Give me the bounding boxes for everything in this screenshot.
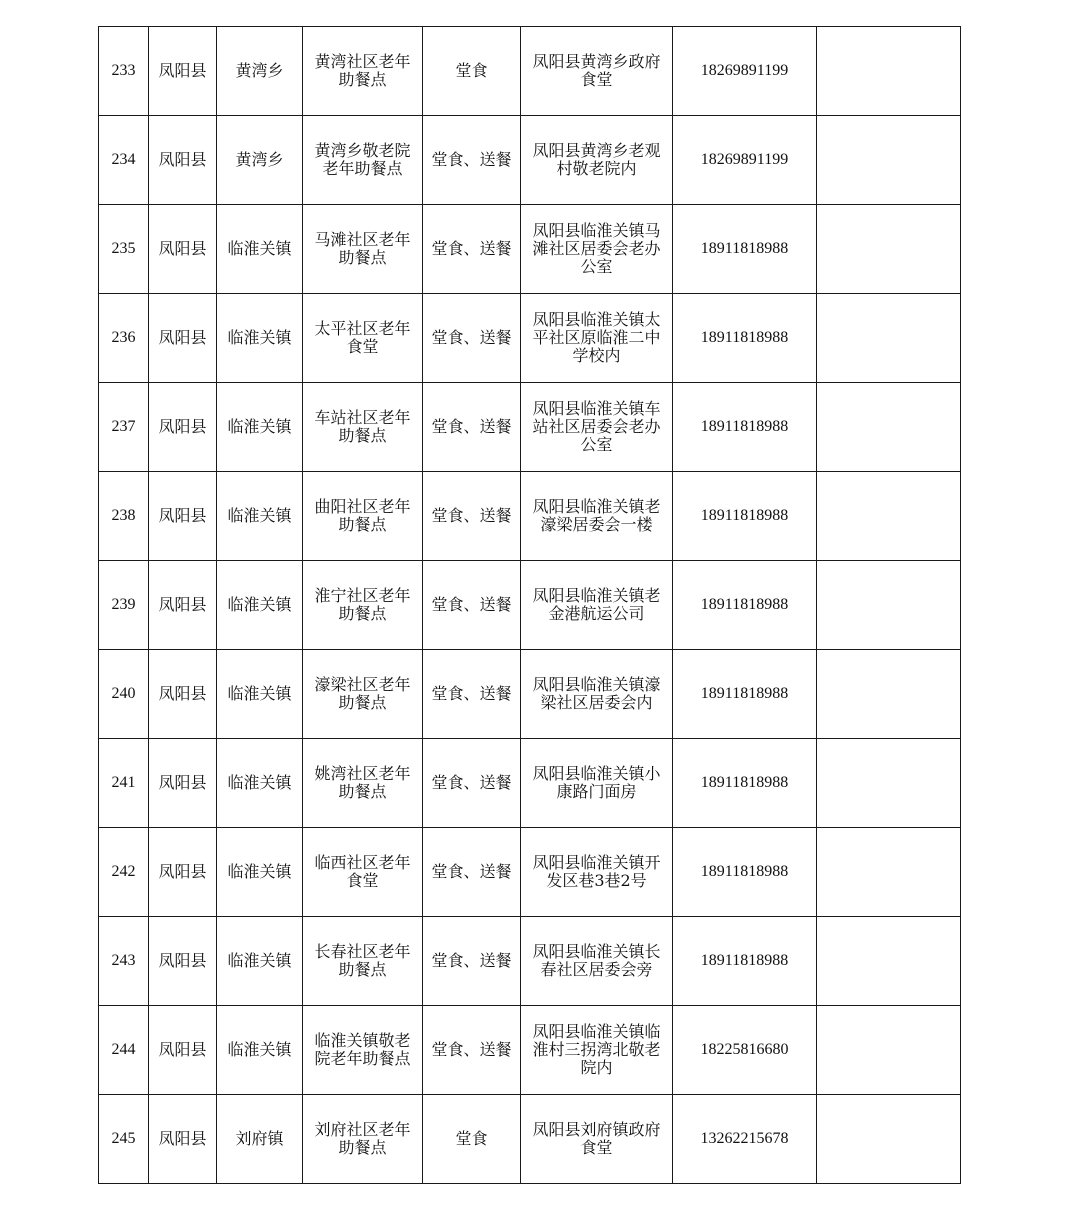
row-number: 236 [99,294,149,383]
address-cell: 凤阳县黄湾乡老观村敬老院内 [521,116,673,205]
table-row [99,917,961,1006]
county-cell: 凤阳县 [149,116,217,205]
row-number: 234 [99,116,149,205]
phone-cell: 18911818988 [673,828,817,917]
table-row [99,205,961,294]
town-cell: 刘府镇 [217,1095,303,1184]
town-cell: 黄湾乡 [217,27,303,116]
phone-cell: 13262215678 [673,1095,817,1184]
address-cell: 凤阳县临淮关镇开发区巷3巷2号 [521,828,673,917]
town-cell: 临淮关镇 [217,205,303,294]
meal-site-name-cell: 长春社区老年助餐点 [303,917,423,1006]
meal-site-name-cell: 马滩社区老年助餐点 [303,205,423,294]
service-type-cell: 堂食、送餐 [423,205,521,294]
service-type-cell: 堂食、送餐 [423,1006,521,1095]
row-number: 241 [99,739,149,828]
meal-site-name-cell: 淮宁社区老年助餐点 [303,561,423,650]
service-type-cell: 堂食 [423,27,521,116]
service-type-cell: 堂食、送餐 [423,650,521,739]
county-cell: 凤阳县 [149,383,217,472]
meal-site-name-cell: 黄湾社区老年助餐点 [303,27,423,116]
county-cell: 凤阳县 [149,917,217,1006]
table-row [99,116,961,205]
meal-site-name-cell: 车站社区老年助餐点 [303,383,423,472]
town-cell: 临淮关镇 [217,1006,303,1095]
meal-site-name-cell: 刘府社区老年助餐点 [303,1095,423,1184]
county-cell: 凤阳县 [149,27,217,116]
table-body [99,27,961,1184]
town-cell: 临淮关镇 [217,561,303,650]
note-cell [817,828,961,917]
service-type-cell: 堂食、送餐 [423,561,521,650]
phone-cell: 18911818988 [673,205,817,294]
address-cell: 凤阳县临淮关镇老濠梁居委会一楼 [521,472,673,561]
note-cell [817,650,961,739]
row-number: 242 [99,828,149,917]
row-number: 238 [99,472,149,561]
note-cell [817,116,961,205]
meal-site-name-cell: 曲阳社区老年助餐点 [303,472,423,561]
note-cell [817,205,961,294]
town-cell: 临淮关镇 [217,739,303,828]
elderly-meal-sites-table [98,26,961,1184]
note-cell [817,1006,961,1095]
town-cell: 临淮关镇 [217,383,303,472]
table-row [99,27,961,116]
service-type-cell: 堂食、送餐 [423,472,521,561]
address-cell: 凤阳县临淮关镇太平社区原临淮二中学校内 [521,294,673,383]
phone-cell: 18269891199 [673,27,817,116]
row-number: 244 [99,1006,149,1095]
meal-site-name-cell: 姚湾社区老年助餐点 [303,739,423,828]
town-cell: 临淮关镇 [217,917,303,1006]
county-cell: 凤阳县 [149,1095,217,1184]
service-type-cell: 堂食、送餐 [423,917,521,1006]
row-number: 233 [99,27,149,116]
phone-cell: 18911818988 [673,561,817,650]
service-type-cell: 堂食、送餐 [423,739,521,828]
phone-cell: 18911818988 [673,739,817,828]
table-row [99,472,961,561]
table-row [99,828,961,917]
service-type-cell: 堂食、送餐 [423,294,521,383]
address-cell: 凤阳县临淮关镇濠梁社区居委会内 [521,650,673,739]
county-cell: 凤阳县 [149,205,217,294]
service-type-cell: 堂食、送餐 [423,383,521,472]
row-number: 245 [99,1095,149,1184]
note-cell [817,294,961,383]
address-cell: 凤阳县临淮关镇临淮村三拐湾北敬老院内 [521,1006,673,1095]
table-row [99,561,961,650]
note-cell [817,917,961,1006]
address-cell: 凤阳县黄湾乡政府食堂 [521,27,673,116]
county-cell: 凤阳县 [149,472,217,561]
note-cell [817,27,961,116]
service-type-cell: 堂食、送餐 [423,828,521,917]
meal-site-name-cell: 临西社区老年食堂 [303,828,423,917]
phone-cell: 18911818988 [673,383,817,472]
service-type-cell: 堂食 [423,1095,521,1184]
county-cell: 凤阳县 [149,294,217,383]
phone-cell: 18225816680 [673,1006,817,1095]
row-number: 237 [99,383,149,472]
phone-cell: 18911818988 [673,917,817,1006]
phone-cell: 18911818988 [673,472,817,561]
address-cell: 凤阳县刘府镇政府食堂 [521,1095,673,1184]
table-row [99,1006,961,1095]
table-row [99,650,961,739]
phone-cell: 18911818988 [673,294,817,383]
county-cell: 凤阳县 [149,828,217,917]
address-cell: 凤阳县临淮关镇马滩社区居委会老办公室 [521,205,673,294]
meal-site-name-cell: 濠梁社区老年助餐点 [303,650,423,739]
row-number: 235 [99,205,149,294]
table-row [99,294,961,383]
table-row [99,739,961,828]
town-cell: 黄湾乡 [217,116,303,205]
meal-site-name-cell: 黄湾乡敬老院老年助餐点 [303,116,423,205]
address-cell: 凤阳县临淮关镇车站社区居委会老办公室 [521,383,673,472]
service-type-cell: 堂食、送餐 [423,116,521,205]
county-cell: 凤阳县 [149,1006,217,1095]
address-cell: 凤阳县临淮关镇长春社区居委会旁 [521,917,673,1006]
note-cell [817,739,961,828]
note-cell [817,472,961,561]
town-cell: 临淮关镇 [217,294,303,383]
town-cell: 临淮关镇 [217,828,303,917]
row-number: 240 [99,650,149,739]
note-cell [817,1095,961,1184]
row-number: 243 [99,917,149,1006]
phone-cell: 18911818988 [673,650,817,739]
note-cell [817,383,961,472]
county-cell: 凤阳县 [149,650,217,739]
town-cell: 临淮关镇 [217,472,303,561]
address-cell: 凤阳县临淮关镇小康路门面房 [521,739,673,828]
address-cell: 凤阳县临淮关镇老金港航运公司 [521,561,673,650]
table-row [99,383,961,472]
town-cell: 临淮关镇 [217,650,303,739]
note-cell [817,561,961,650]
table-row [99,1095,961,1184]
meal-site-name-cell: 临淮关镇敬老院老年助餐点 [303,1006,423,1095]
row-number: 239 [99,561,149,650]
county-cell: 凤阳县 [149,561,217,650]
phone-cell: 18269891199 [673,116,817,205]
county-cell: 凤阳县 [149,739,217,828]
meal-site-name-cell: 太平社区老年食堂 [303,294,423,383]
